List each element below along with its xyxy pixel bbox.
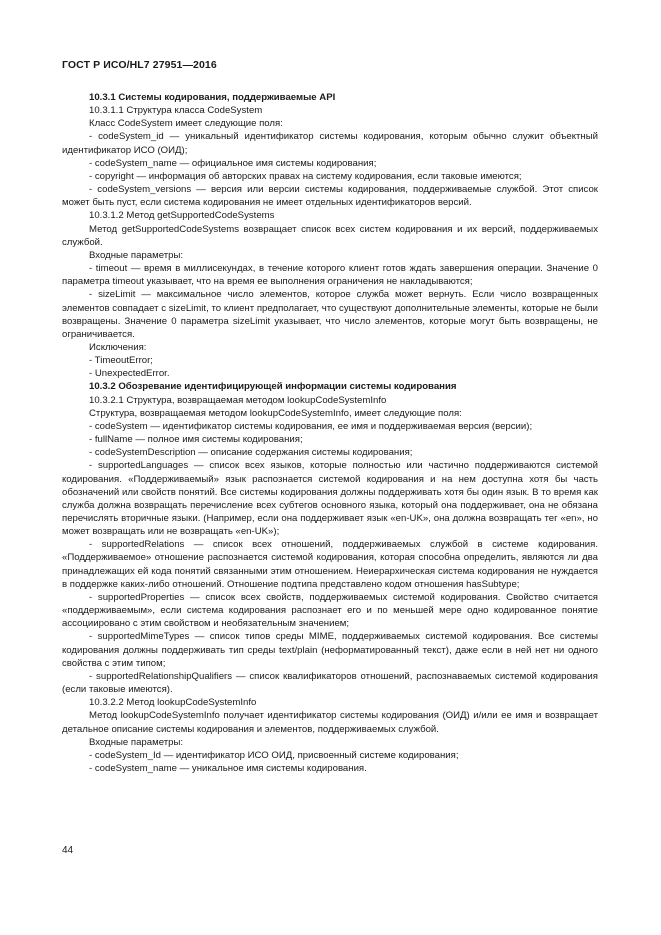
body-paragraph: - codeSystem_versions — версия или версии системы кодирования, поддерживаемые службой. Этот список может быть пуст, если система кодирования не имеет отдельных идентификаторов версий. — [62, 184, 598, 209]
body-paragraph: Входные параметры: — [89, 736, 184, 748]
body-paragraph: - TimeoutError; — [89, 355, 153, 367]
body-paragraph: - supportedRelations — список всех отношений, поддерживаемых службой в системе кодирования. «Поддерживаемое» отношение распознается системой кодирования, которая способна определить, являются ли два принадлежащих ей кода понятий связанными этим отношением. Неиерархическая система кодирования не нуждается в поддержке каких-либо отношений. Отношение подтипа представлено кодом отношения hasSubtype; — [62, 539, 598, 590]
body-paragraph: - supportedLanguages — список всех языков, которые полностью или частично поддерживаются системой кодирования. «Поддерживаемый» язык распознается системой кодирования и на нем доступна хотя бы часть обозначений или свойств понятий. Все системы кодирования должны поддерживать хотя бы один язык. В то время как служба должна возвращать перечисление всех субтегов основного языка, который она поддерживает, она не обязана перечислять вторичные языки. (Например, если она поддерживает язык «en-UK», она должна возвращать тег «en», но может возвращать или не возвращать «en-UK»); — [62, 460, 598, 538]
body-paragraph: 10.3.2.2 Метод lookupCodeSystemInfo — [89, 697, 257, 709]
body-paragraph: - UnexpectedError. — [89, 368, 170, 380]
body-paragraph: Исключения: — [89, 341, 147, 353]
body-paragraph: 10.3.1.1 Структура класса CodeSystem — [89, 105, 263, 117]
body-paragraph: - codeSystem_Id — идентификатор ИСО ОИД, присвоенный системе кодирования; — [89, 749, 459, 761]
body-paragraph: - codeSystem_name — официальное имя системы кодирования; — [89, 157, 377, 169]
document-header: ГОСТ Р ИСО/HL7 27951—2016 — [62, 59, 217, 71]
body-paragraph: Метод lookupCodeSystemInfo получает идентификатор системы кодирования (ОИД) и/или ее имя и возвращает детальное описание системы кодирования и элементов, поддерживаемых службой. — [62, 710, 598, 735]
body-paragraph: - codeSystem_id — уникальный идентификатор системы кодирования, которым обычно служит объектный идентификатор ИСО (ОИД); — [62, 131, 598, 156]
page-number: 44 — [62, 845, 74, 856]
body-paragraph: - supportedProperties — список всех свойств, поддерживаемых системой кодирования. Свойство считается «поддерживаемым», если система кодирования распознает его и по меньшей мере одно кодированное понятие ассоциировано с этим свойством и необязательным значением; — [62, 591, 598, 630]
body-paragraph: - codeSystem_name — уникальное имя системы кодирования. — [89, 762, 367, 774]
section-heading: 10.3.2 Обозревание идентифицирующей информации системы кодирования — [89, 381, 457, 393]
body-paragraph: - copyright — информация об авторских правах на систему кодирования, если таковые имеются; — [89, 170, 522, 182]
body-paragraph: - sizeLimit — максимальное число элементов, которое служба может вернуть. Если число возвращенных элементов совпадает с sizeLimit, то клиент предполагает, что существуют дополнительные элементы, которые не были возвращены. Значение 0 параметра sizeLimit указывает, что число элементов, которые могут быть возвращены, не ограничивается. — [62, 289, 598, 340]
body-paragraph: Метод getSupportedCodeSystems возвращает список всех систем кодирования и их версий, поддерживаемых службой. — [62, 223, 598, 248]
body-paragraph: Структура, возвращаемая методом lookupCodeSystemInfo, имеет следующие поля: — [89, 407, 462, 419]
body-paragraph: - timeout — время в миллисекундах, в течение которого клиент готов ждать завершения операции. Значение 0 параметра timeout указывает, что на время ее выполнения ограничения не накладываются; — [62, 263, 598, 288]
body-paragraph: Входные параметры: — [89, 249, 184, 261]
document-body — [62, 91, 598, 775]
body-paragraph: Класс CodeSystem имеет следующие поля: — [89, 118, 283, 130]
body-paragraph: - supportedRelationshipQualifiers — список квалификаторов отношений, распознаваемых системой кодирования (если таковые имеются). — [62, 670, 598, 696]
body-paragraph: - fullName — полное имя системы кодирования; — [89, 434, 303, 446]
body-paragraph: 10.3.1.2 Метод getSupportedCodeSystems — [89, 210, 275, 222]
body-paragraph: - supportedMimeTypes — список типов среды MIME, поддерживаемых системой кодирования. Все системы кодирования должны поддерживать тип среды text/plain (неформатированный текст), даже если в ней нет ни одного свойства с этим типом; — [62, 631, 598, 669]
body-paragraph: 10.3.2.1 Структура, возвращаемая методом lookupCodeSystemInfo — [89, 394, 387, 406]
body-paragraph: - codeSystem — идентификатор системы кодирования, ее имя и поддерживаемая версия (версии); — [89, 420, 533, 432]
section-heading: 10.3.1 Системы кодирования, поддерживаемые API — [89, 92, 336, 103]
body-paragraph: - codeSystemDescription — описание содержания системы кодирования; — [89, 447, 413, 459]
